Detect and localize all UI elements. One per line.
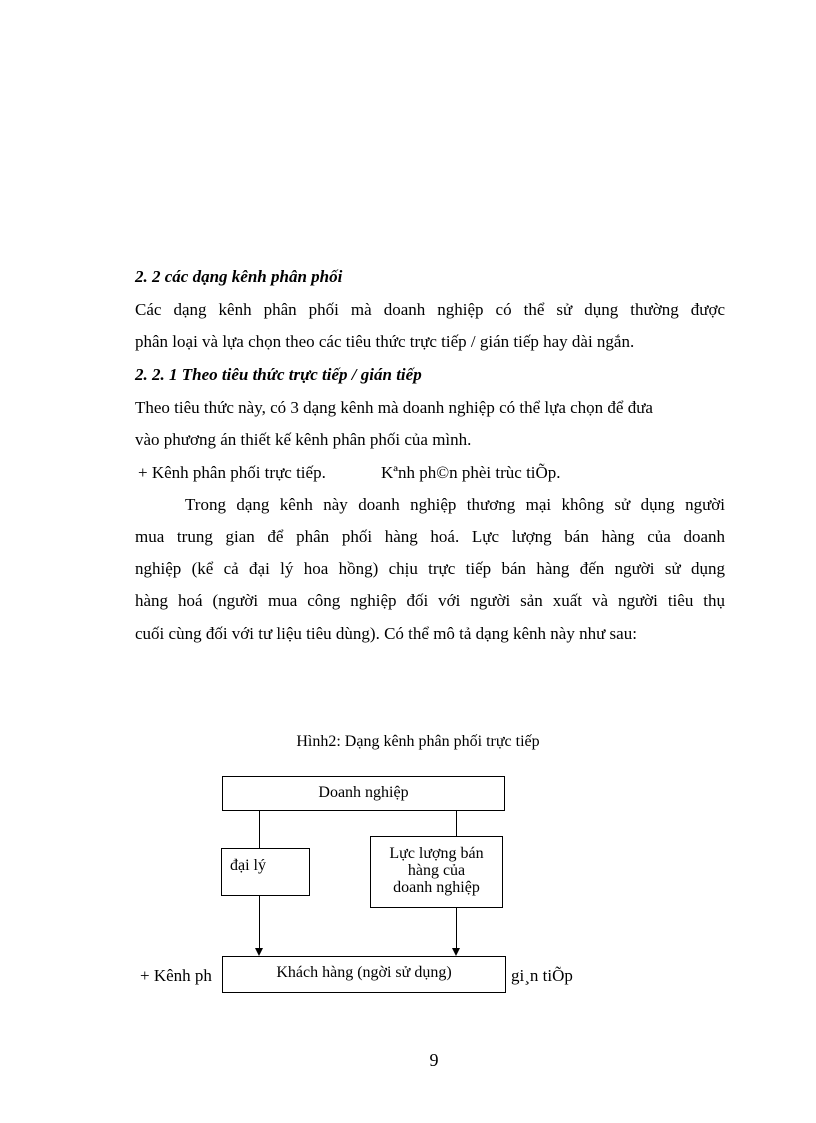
paragraph-2-line-1: Theo tiêu thức này, có 3 dạng kênh mà doanh nghiệp có thể lựa chọn để đưa (135, 398, 653, 417)
box-doanh-nghiep: Doanh nghiệp (222, 776, 505, 811)
bullet-direct-channel-text: + Kênh phân phối trực tiếp. (138, 463, 326, 482)
paragraph-3-line-5: cuối cùng đối với tư liệu tiêu dùng). Có thể mô tả dạng kênh này như sau: (135, 624, 637, 643)
arrowhead-left (255, 948, 263, 956)
box-luc-luong-line-1: Lực lượng bán (389, 845, 484, 862)
box-luc-luong-line-3: doanh nghiệp (393, 879, 480, 896)
paragraph-1-line-2: phân loại và lựa chọn theo các tiêu thức trực tiếp / gián tiếp hay dài ngắn. (135, 332, 635, 351)
arrow-luc-luong-to-khach-hang (456, 908, 457, 949)
page-number: 9 (429, 1050, 439, 1070)
connector-to-dai-ly (259, 811, 260, 848)
paragraph-3-line-2: mua trung gian để phân phối hàng hoá. Lực lượng bán hàng của doanh (135, 527, 725, 546)
bullet-direct-channel-garbled: Kªnh ph©n phèi trùc tiÕp. (381, 463, 561, 482)
arrow-dai-ly-to-khach-hang (259, 896, 260, 949)
box-luc-luong-ban-hang (370, 836, 503, 908)
box-khach-hang: Khách hàng (ngời sử dụng) (222, 956, 506, 993)
subsection-heading: 2. 2. 1 Theo tiêu thức trực tiếp / gián tiếp (135, 365, 422, 384)
box-luc-luong-line-2: hàng của (407, 862, 466, 879)
paragraph-3-line-3: nghiệp (kể cả đại lý hoa hồng) chịu trực tiếp bán hàng đến người sử dụng (135, 559, 725, 578)
paragraph-2-line-2: vào phương án thiết kế kênh phân phối của mình. (135, 430, 472, 449)
box-dai-ly: đại lý (221, 848, 310, 896)
paragraph-3-line-1: Trong dạng kênh này doanh nghiệp thương mại không sử dụng người (185, 495, 725, 514)
paragraph-1-line-1: Các dạng kênh phân phối mà doanh nghiệp có thể sử dụng thường được (135, 300, 725, 319)
figure-caption: Hình2: Dạng kênh phân phối trực tiếp (296, 733, 540, 750)
bullet-indirect-suffix: gi¸n tiÕp (511, 966, 573, 985)
bullet-direct-channel (138, 463, 728, 483)
arrowhead-right (452, 948, 460, 956)
bullet-indirect-prefix: + Kênh ph (140, 966, 212, 985)
paragraph-3-line-4: hàng hoá (người mua công nghiệp đối với người sản xuất và người tiêu thụ (135, 591, 725, 610)
section-heading: 2. 2 các dạng kênh phân phối (135, 267, 343, 286)
connector-to-luc-luong (456, 811, 457, 836)
